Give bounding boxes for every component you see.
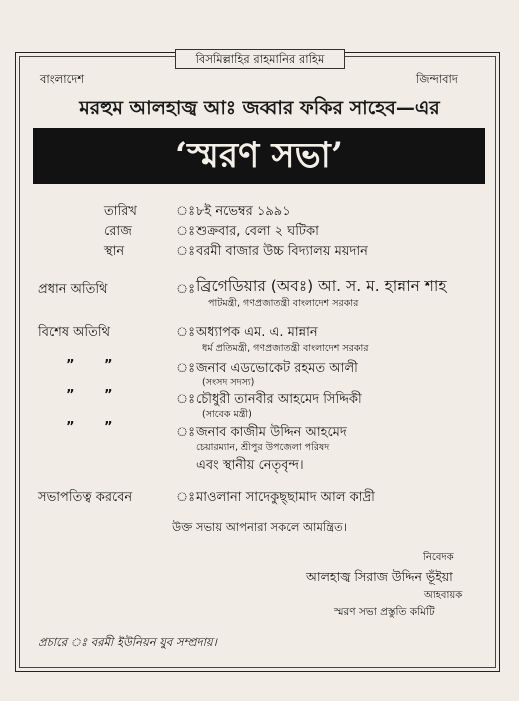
memorial-title: মরহুম আলহাজ্ব আঃ জব্বার ফকির সাহেব—এর xyxy=(79,97,440,119)
special-guest-name-1: অধ্যাপক এম. এ. মান্নান xyxy=(196,325,318,340)
ditto-mark: ” xyxy=(104,358,113,373)
committee-name: স্মরণ সভা প্রস্তুতি কমিটি xyxy=(334,606,435,618)
special-guest-name-2: জনাব এডভোকেট রহমত আলী xyxy=(196,361,358,376)
special-guest-colon-4: ঃ xyxy=(176,425,196,440)
left-slogan: বাংলাদেশ xyxy=(40,72,85,86)
special-guest-designation-4: চেয়ারম্যান, শ্রীপুর উপজেলা পরিষদ xyxy=(196,442,330,453)
special-guest-colon-2: ঃ xyxy=(176,361,196,376)
chief-guest-label: প্রধান অতিথি xyxy=(38,282,108,297)
chief-guest-designation: পাটমন্ত্রী, গণপ্রজাতন্ত্রী বাংলাদেশ সরকার xyxy=(208,298,359,309)
date-label: তারিখ xyxy=(104,204,137,219)
ditto-mark: ” xyxy=(66,358,75,373)
bismillah-heading: বিসমিল্লাহির রাহমানির রাহিম xyxy=(175,49,345,69)
place-label: স্থান xyxy=(104,244,125,259)
publicity-credit: প্রচারে ঃ বরমী ইউনিয়ন যুব সম্প্রদায়। xyxy=(38,635,217,649)
chief-guest-name: ব্রিগেডিয়ার (অবঃ) আ. স. ম. হান্নান শাহ xyxy=(196,277,447,295)
invitation-line: উক্ত সভায় আপনারা সকলে আমন্ত্রিত। xyxy=(172,520,347,534)
special-guest-name-4: জনাব কাজীম উদ্দিন আহমেদ xyxy=(196,425,347,440)
presidency-name: মাওলানা সাদেকুছ্ছামাদ আল কাদ্রী xyxy=(196,490,375,505)
day-label: রোজ xyxy=(104,224,132,239)
special-guest-label: বিশেষ অতিথি xyxy=(38,325,111,340)
special-guest-colon-3: ঃ xyxy=(176,392,196,407)
special-guest-name-3: চৌধুরী তানবীর আহমেদ সিদ্দিকী xyxy=(196,392,362,407)
place-colon: ঃ xyxy=(176,244,196,259)
ditto-mark: ” xyxy=(66,420,75,435)
presidency-colon: ঃ xyxy=(176,490,196,505)
local-leaders-line: এবং স্থানীয় নেতৃবৃন্দ। xyxy=(196,458,304,473)
date-colon: ঃ xyxy=(176,204,196,219)
day-colon: ঃ xyxy=(176,224,196,239)
special-guest-designation-3: (সাবেক মন্ত্রী) xyxy=(202,409,252,420)
place-value: বরমী বাজার উচ্চ বিদ্যালয় ময়দান xyxy=(196,244,368,259)
special-guest-designation-1: ধর্ম প্রতিমন্ত্রী, গণপ্রজাতন্ত্রী বাংলাদেশ সরকার xyxy=(202,343,369,354)
special-guest-designation-2: (সংসদ সদস্য) xyxy=(202,377,255,388)
chief-guest-colon: ঃ xyxy=(176,282,196,297)
right-slogan: জিন্দাবাদ xyxy=(416,72,458,86)
presidency-label: সভাপতিত্ব করবেন xyxy=(38,490,133,505)
convener-label: আহবায়ক xyxy=(424,590,463,601)
ditto-mark: ” xyxy=(104,388,113,403)
ditto-mark: ” xyxy=(66,388,75,403)
special-guest-colon-1: ঃ xyxy=(176,325,196,340)
nibedak-label: নিবেদক xyxy=(423,552,454,563)
ditto-mark: ” xyxy=(104,420,113,435)
date-value: ৮ই নভেম্বর ১৯৯১ xyxy=(196,204,291,219)
event-banner: ‘স্মরণ সভা’ xyxy=(33,128,485,184)
day-value: শুক্রবার, বেলা ২ ঘটিকা xyxy=(196,224,319,239)
nibedak-name: আলহাজ্ব সিরাজ উদ্দিন ভূঁইয়া xyxy=(306,569,453,584)
